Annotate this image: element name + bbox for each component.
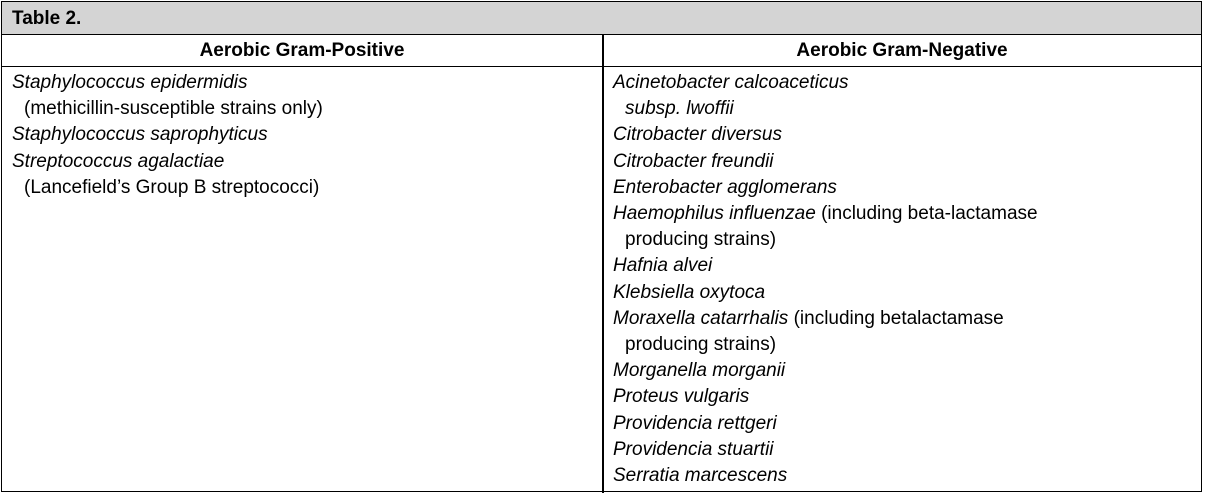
organism-note-continued: (methicillin-susceptible strains only) [24,98,323,120]
organism-name: Staphylococcus saprophyticus [12,124,268,146]
organism-name: Acinetobacter calcoaceticus [613,72,849,93]
organism-entry [613,332,1193,358]
organism-entry [613,96,1193,122]
organism-note-continued: producing strains) [625,334,777,356]
organism-entry [613,149,1193,175]
organism-name: Klebsiella oxytoca [613,281,766,303]
organism-entry [613,306,1193,332]
organism-entry [12,149,592,175]
gram-positive-list [12,70,592,201]
organism-subspecies: subsp. lwoffii [625,98,734,120]
organism-name: Morganella morganii [613,360,786,382]
organism-name: Streptococcus agalactiae [12,150,225,172]
organism-name: Citrobacter diversus [613,124,782,146]
organism-entry [12,70,592,96]
organism-name: Moraxella catarrhalis [613,307,789,329]
header-gram-negative: Aerobic Gram-Negative [796,40,1008,61]
organism-entry [613,384,1193,410]
organism-entry [613,122,1193,148]
organism-entry [613,358,1193,384]
organism-entry [613,437,1193,463]
organism-entry [613,463,1193,489]
organism-note-continued: (Lancefield’s Group B streptococci) [24,176,320,198]
header-gram-positive: Aerobic Gram-Positive [199,40,405,61]
organism-table [1,1,1202,492]
organism-entry [613,201,1193,227]
organism-name: Citrobacter freundii [613,150,774,172]
organism-name: Proteus vulgaris [613,386,750,408]
organism-note: (including betalactamase [788,307,1004,329]
organism-entry [613,253,1193,279]
gram-negative-list [613,70,1193,489]
organism-name: Providencia rettgeri [613,412,777,434]
organism-entry [613,227,1193,253]
organism-entry [12,96,592,122]
organism-entry [613,411,1193,437]
column-divider [602,35,604,493]
organism-name: Hafnia alvei [613,255,713,277]
organism-name: Haemophilus influenzae [613,203,816,225]
organism-note: (including beta-lactamase [815,203,1038,225]
organism-name: Enterobacter agglomerans [613,176,837,198]
organism-entry [12,122,592,148]
organism-entry [613,70,1193,96]
table-caption: Table 2. [2,2,1201,35]
organism-entry [613,280,1193,306]
organism-name: Serratia marcescens [613,465,788,487]
organism-entry [12,175,592,201]
organism-name: Providencia stuartii [613,438,774,460]
organism-note-continued: producing strains) [625,229,777,251]
organism-name: Staphylococcus epidermidis [12,72,248,93]
organism-entry [613,175,1193,201]
